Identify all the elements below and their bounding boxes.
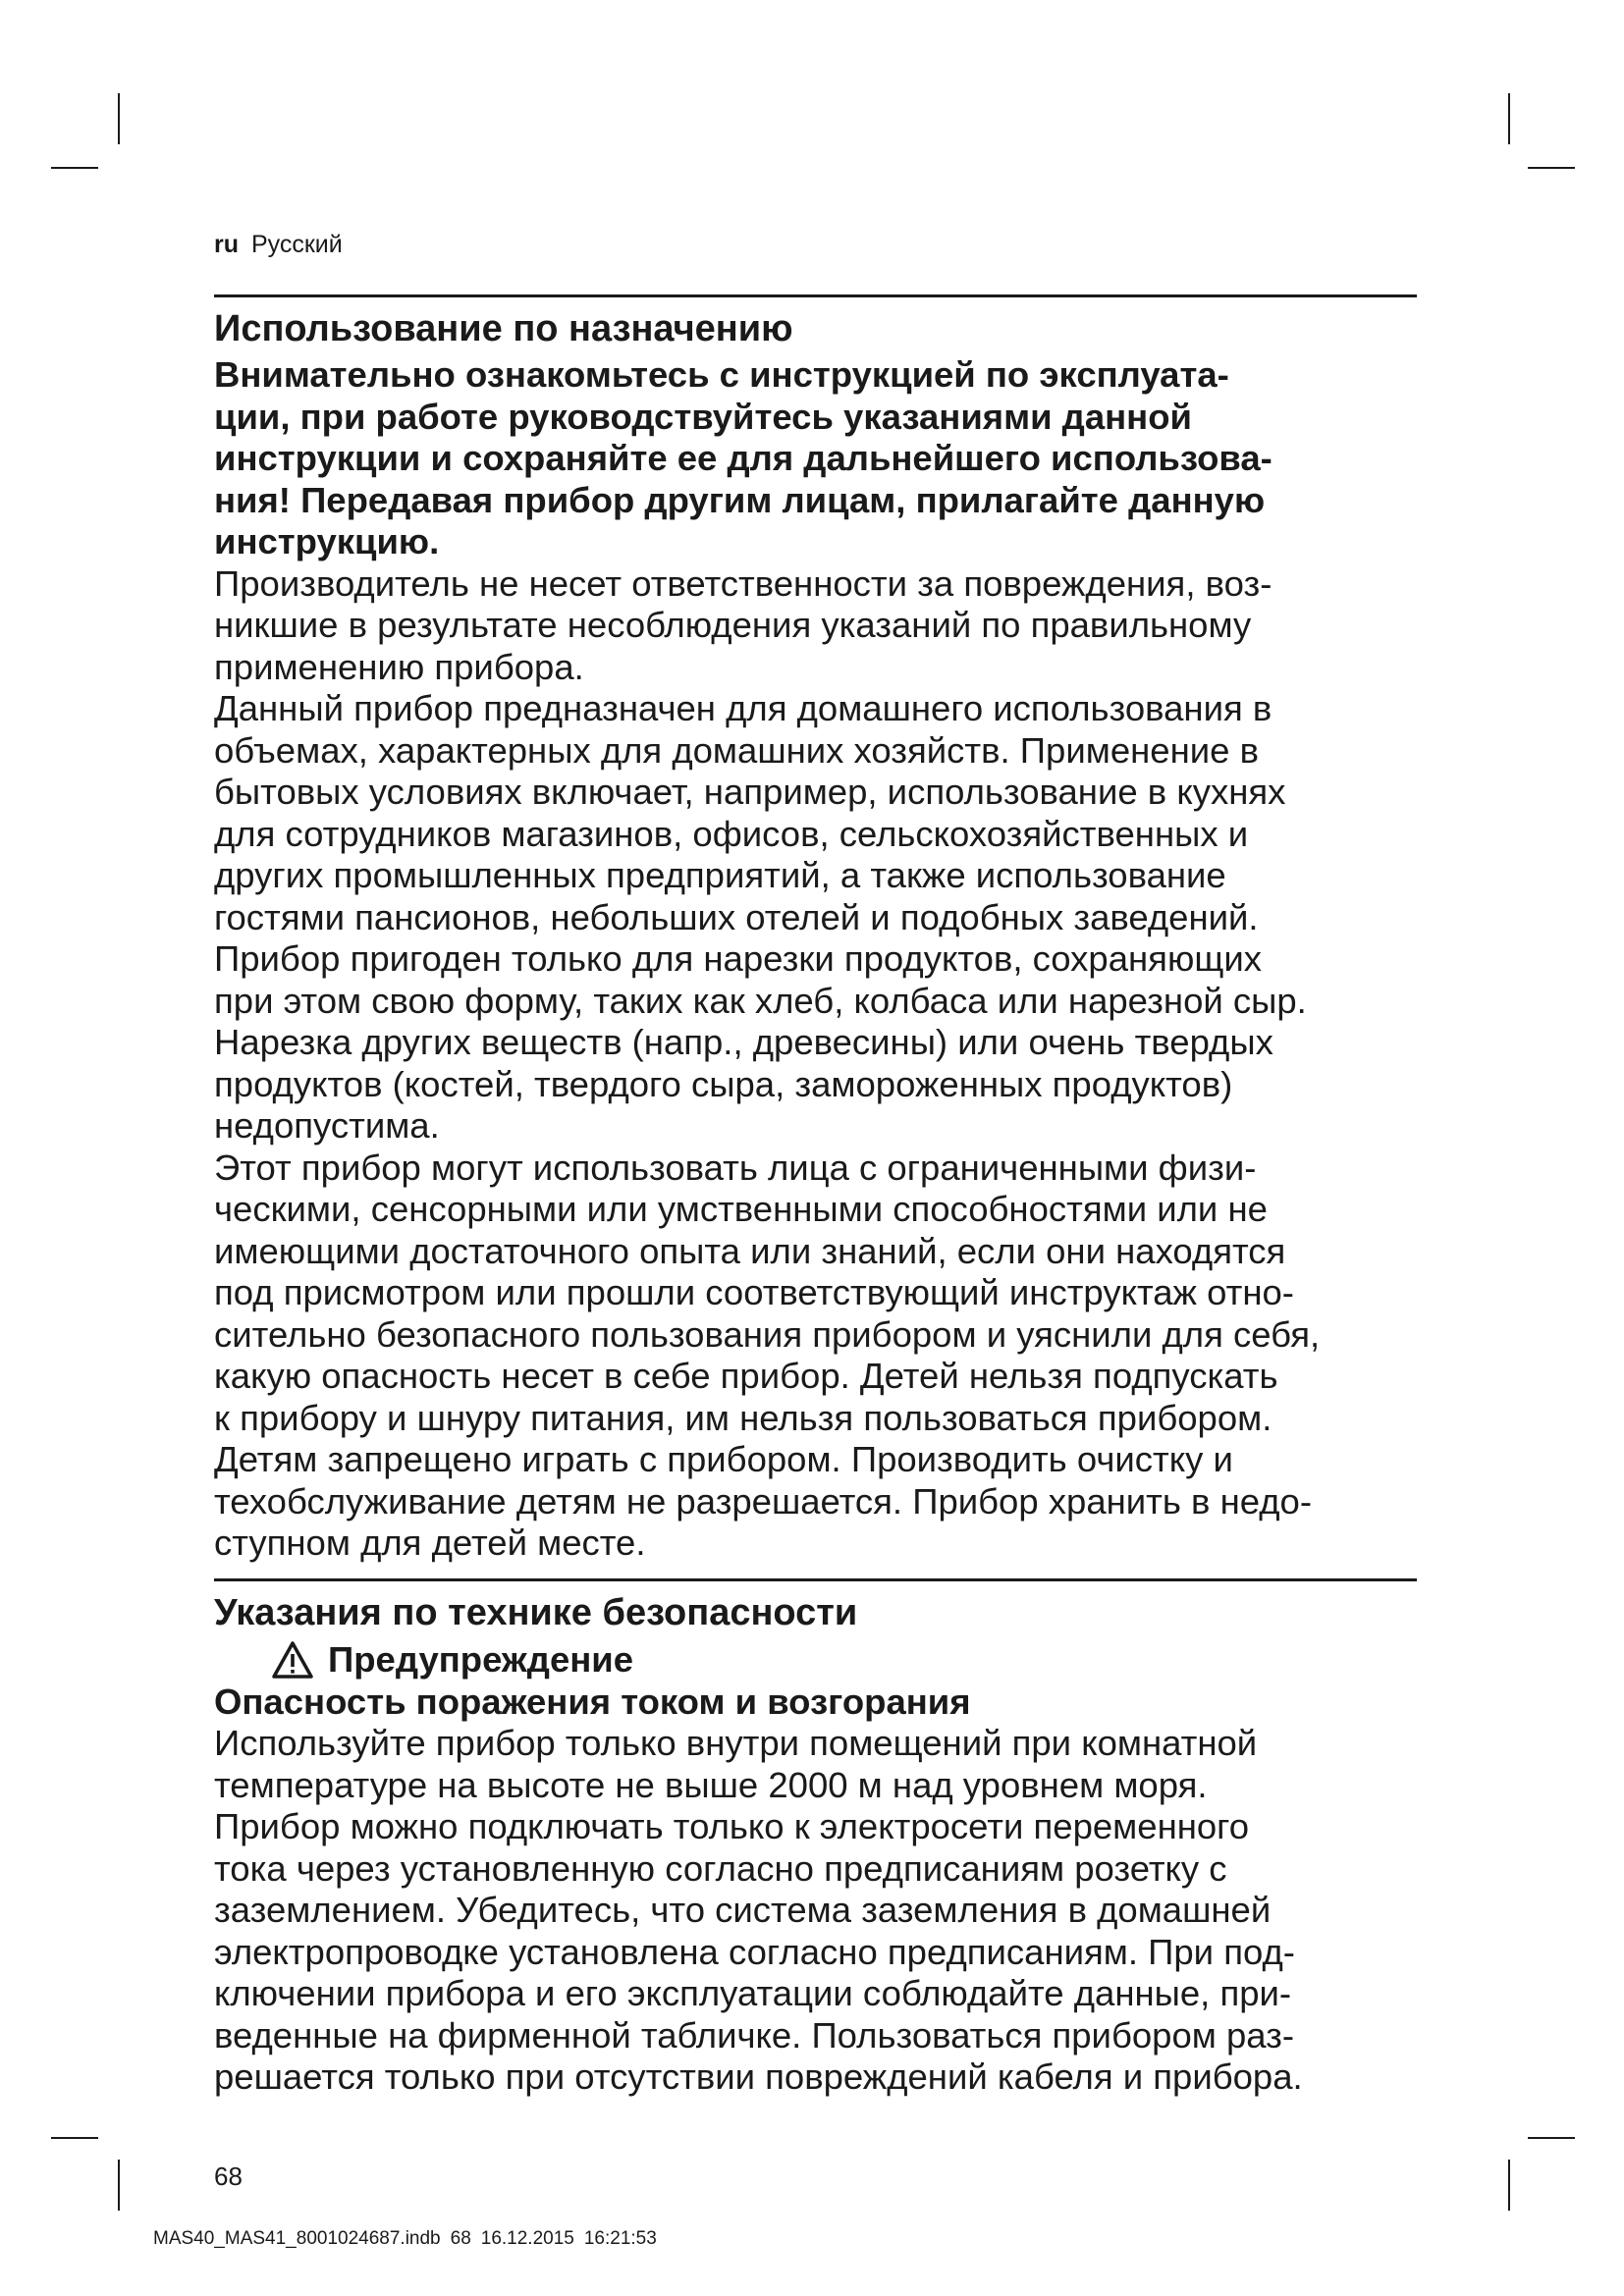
body-line: Производитель не несет ответственности за повреждения, воз-	[214, 562, 1272, 604]
footer-date: 16.12.2015	[480, 2228, 574, 2249]
warning-label: Предупреждение	[328, 1638, 634, 1680]
body-line: гостями пансионов, небольших отелей и подобных заведений.	[214, 896, 1259, 937]
body-line: недопустима.	[214, 1105, 440, 1146]
crop-mark	[1508, 93, 1510, 144]
body-line: никшие в результате несоблюдения указаний по правильному	[214, 605, 1252, 645]
page-number: 68	[214, 2162, 243, 2191]
section-divider	[214, 294, 1417, 297]
footer-time: 16:21:53	[583, 2228, 657, 2249]
crop-mark	[118, 93, 120, 144]
print-footer	[153, 2227, 667, 2251]
warning-heading	[214, 1638, 1417, 1682]
body-line: ключении прибора и его эксплуатации соблюдайте данные, при-	[214, 1973, 1292, 2013]
crop-mark	[1528, 2137, 1575, 2139]
safety-body	[214, 1723, 1417, 2099]
language-name: Русский	[250, 231, 343, 258]
bold-line: Внимательно ознакомьтесь с инструкцией по эксплуата-	[214, 354, 1229, 395]
body-line: Прибор можно подключать только к электросети переменного	[214, 1806, 1249, 1846]
body-line: температуре на высоте не выше 2000 м над уровнем моря.	[214, 1764, 1208, 1805]
body-line: Прибор пригоден только для нарезки продуктов, сохраняющих	[214, 938, 1262, 979]
crop-mark	[51, 2137, 98, 2139]
body-line: Детям запрещено играть с прибором. Производить очистку и	[214, 1439, 1233, 1479]
body-line: Данный прибор предназначен для домашнего использования в	[214, 688, 1272, 728]
crop-mark	[1508, 2160, 1510, 2211]
body-line: заземлением. Убедитесь, что система заземления в домашней	[214, 1890, 1272, 1930]
body-line: решается только при отсутствии повреждений кабеля и прибора.	[214, 2056, 1303, 2097]
language-code: ru	[214, 231, 239, 258]
intended-use-body	[214, 563, 1417, 1565]
body-line: Нарезка других веществ (напр., древесины) или очень твердых	[214, 1022, 1273, 1062]
crop-mark	[118, 2160, 120, 2211]
body-line: электропроводке установлена согласно предписаниям. При под-	[214, 1931, 1295, 1972]
body-line: ческими, сенсорными или умственными способностями или не	[214, 1189, 1268, 1229]
hazard-subheading: Опасность поражения током и возгорания	[214, 1681, 971, 1722]
body-line: сительно безопасного пользования прибором и уяснили для себя,	[214, 1313, 1321, 1355]
footer-page: 68	[450, 2228, 471, 2249]
body-line: имеющими достаточного опыта или знаний, если они находятся	[214, 1230, 1286, 1271]
page-content	[214, 294, 1417, 2099]
body-line: бытовых условиях включает, например, использование в кухнях	[214, 772, 1286, 812]
body-line: объемах, характерных для домашних хозяйств. Применение в	[214, 729, 1259, 771]
language-header	[214, 230, 343, 259]
body-line: веденные на фирменной табличке. Пользоваться прибором раз-	[214, 2014, 1295, 2056]
bold-line: ции, при работе руководствуйтесь указаниями данной	[214, 396, 1192, 437]
section-title-safety: Указания по технике безопасности	[214, 1591, 858, 1633]
body-line: Этот прибор могут использовать лица с ограниченными физи-	[214, 1147, 1257, 1188]
bold-line: ния! Передавая прибор другим лицам, прилагайте данную	[214, 479, 1266, 520]
body-line: ступном для детей месте.	[214, 1522, 646, 1563]
warning-triangle-icon	[271, 1640, 314, 1680]
intro-bold-block	[214, 354, 1417, 563]
crop-mark	[1528, 167, 1575, 169]
section-divider	[214, 1578, 1417, 1581]
body-line: к прибору и шнуру питания, им нельзя пользоваться прибором.	[214, 1397, 1272, 1438]
body-line: при этом свою форму, таких как хлеб, колбаса или нарезной сыр.	[214, 980, 1307, 1021]
footer-file: MAS40_MAS41_8001024687.indb	[153, 2228, 441, 2249]
body-line: для сотрудников магазинов, офисов, сельскохозяйственных и	[214, 813, 1249, 854]
body-line: тока через установленную согласно предписаниям розетку с	[214, 1847, 1227, 1889]
crop-mark	[51, 167, 98, 169]
body-line: какую опасность несет в себе прибор. Детей нельзя подпускать	[214, 1356, 1278, 1396]
body-line: применению прибора.	[214, 646, 584, 687]
body-line: под присмотром или прошли соответствующий инструктаж отно-	[214, 1272, 1294, 1312]
bold-line: инструкции и сохраняйте ее для дальнейшего использова-	[214, 438, 1272, 478]
body-line: продуктов (костей, твердого сыра, замороженных продуктов)	[214, 1063, 1233, 1104]
section-title-intended-use: Использование по назначению	[214, 308, 793, 349]
body-line: техобслуживание детям не разрешается. Прибор хранить в недо-	[214, 1480, 1312, 1522]
body-line: Используйте прибор только внутри помещений при комнатной	[214, 1723, 1258, 1763]
body-line: других промышленных предприятий, а также использование	[214, 855, 1226, 895]
bold-line: инструкцию.	[214, 521, 440, 561]
